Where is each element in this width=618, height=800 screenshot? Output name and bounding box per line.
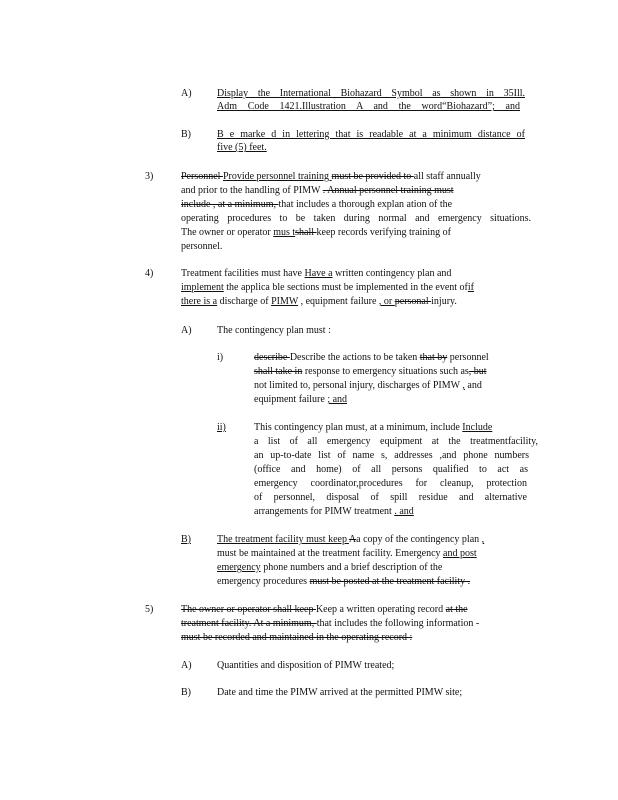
item-4ai-struck: describe	[254, 352, 290, 363]
item-3-inserted: Provide personnel training	[222, 171, 332, 182]
item-4b-line-4	[217, 576, 470, 588]
item-5-struck: at the	[445, 604, 468, 615]
item-4ai-struck: , but	[468, 366, 487, 377]
item-4-inserted: there is a	[181, 296, 218, 307]
item-4ai-struck: that by	[419, 352, 448, 363]
item-4ai-line-2	[254, 366, 487, 378]
item-4aii-line-1	[254, 422, 492, 434]
item-4ai-label: i)	[217, 352, 224, 363]
item-4aii-line-5: emergency coordinator,procedures for cleanup, protection	[254, 478, 527, 489]
item-3-text: The owner or operator	[181, 227, 274, 238]
item-4aii-text: This contingency plan must, at a minimum, include	[254, 422, 463, 433]
item-4ai-struck: shall take in	[254, 366, 303, 377]
item-4-text: the applica ble sections must be implemented in the event of	[223, 282, 468, 293]
item-4ai-text: personnel	[447, 352, 489, 363]
item-4aii-line-4: (office and home) of all persons qualified to act as	[254, 464, 528, 475]
section-a-line-1: Display the International Biohazard Symbol as shown in 35Ill.	[217, 88, 525, 99]
item-4-struck: personal	[394, 296, 432, 307]
item-5-label: 5)	[145, 604, 154, 615]
item-4aii-line-7	[254, 506, 414, 518]
item-3-line-2	[181, 185, 454, 197]
item-4ai-text: equipment failure	[254, 394, 328, 405]
item-3-line-6: personnel.	[181, 241, 223, 252]
item-4b-struck: must be posted at the treatment facility .	[309, 576, 471, 587]
item-4a-label: A)	[181, 325, 192, 336]
item-4b-text: emergency procedures	[217, 576, 310, 587]
item-4aii-inserted: Include	[462, 422, 493, 433]
item-4-text: Treatment facilities must have	[181, 268, 305, 279]
item-3-text: all staff annually	[413, 171, 481, 182]
item-4ai-line-3	[254, 380, 482, 392]
item-4-text: injury.	[431, 296, 457, 307]
section-b-label: B)	[181, 129, 191, 140]
item-3-struck: shall	[295, 227, 317, 238]
item-4-line-3	[181, 296, 457, 308]
item-4b-inserted: emergency	[217, 562, 261, 573]
item-3-inserted: mus t	[273, 227, 296, 238]
item-5-text: that includes the following information	[316, 618, 474, 629]
item-4b-label: B)	[181, 534, 191, 545]
item-4-text: written contingency plan and	[332, 268, 452, 279]
item-4b-text: phone numbers and a brief description of the	[260, 562, 443, 573]
item-5-text: Keep a written operating record	[315, 604, 446, 615]
item-4ai-inserted: ; and	[327, 394, 348, 405]
item-4b-inserted: and post	[443, 548, 477, 559]
item-4-inserted: implement	[181, 282, 224, 293]
item-5-line-2	[181, 618, 479, 630]
item-4b-struck: A	[348, 534, 357, 545]
item-4b-inserted: ,	[481, 534, 485, 545]
item-4aii-line-6: of personnel, disposal of spill residue and alternative	[254, 492, 527, 503]
item-4ai-line-1	[254, 352, 489, 364]
section-b-line-1: B e marke d in lettering that is readable at a minimum distance of	[217, 129, 525, 140]
item-5b-text: Date and time the PIMW arrived at the permitted PIMW site;	[217, 687, 463, 698]
section-b-line-2: five (5) feet.	[217, 142, 267, 153]
item-4-label: 4)	[145, 268, 154, 279]
item-3-line-5	[181, 227, 451, 239]
item-4b-line-3	[217, 562, 442, 574]
item-4aii-line-2: a list of all emergency equipment at the treatmentfacility,	[254, 436, 538, 447]
item-5a-text: Quantities and disposition of PIMW treated;	[217, 660, 395, 671]
section-a-label: A)	[181, 88, 192, 99]
item-4-text: , equipment failure	[298, 296, 379, 307]
item-4aii-inserted: . and	[394, 506, 414, 517]
item-4b-line-2	[217, 548, 477, 560]
item-4ai-text: and	[464, 380, 482, 391]
item-3-label: 3)	[145, 171, 154, 182]
item-4a-text: The contingency plan must :	[217, 325, 331, 336]
item-3-line-3	[181, 199, 452, 211]
item-3-line-4: operating procedures to be taken during normal and emergency situations.	[181, 213, 531, 224]
item-4-inserted: PIMW	[271, 296, 299, 307]
item-4aii-text: arrangements for PIMW treatment	[254, 506, 395, 517]
item-3-struck: Personnel	[181, 171, 223, 182]
item-5a-label: A)	[181, 660, 192, 671]
item-4b-text: a copy of the contingency plan	[356, 534, 482, 545]
item-5b-label: B)	[181, 687, 191, 698]
item-4-line-1	[181, 268, 451, 280]
item-3-struck: must be provided to	[331, 171, 414, 182]
item-4-inserted: Have a	[304, 268, 333, 279]
item-3-line-1	[181, 171, 531, 183]
item-4aii-line-3: an up-to-date list of name s, addresses ,and phone numbers	[254, 450, 529, 461]
item-5-text: -	[473, 618, 480, 629]
section-a-line-2: Adm Code 1421.Illustration A and the word“Biohazard”; and	[217, 101, 520, 112]
item-4-inserted: , or	[378, 296, 395, 307]
item-4b-inserted: The treatment facility must keep	[217, 534, 349, 545]
item-3-struck: . Annual personnel training must	[322, 185, 454, 196]
item-4ai-text: response to emergency situations such as	[302, 366, 469, 377]
item-4ai-inserted: ,	[462, 380, 465, 391]
item-5-line-3: must be recorded and maintained in the operating record :	[181, 632, 413, 643]
item-3-text: keep records verifying training of	[316, 227, 451, 238]
item-4ai-line-4	[254, 394, 347, 406]
item-3-struck: include , at a minimum,	[181, 199, 279, 210]
item-4ai-text: Describe the actions to be taken	[289, 352, 420, 363]
item-3-text: that includes a thorough explan ation of the	[278, 199, 453, 210]
item-4b-line-1	[217, 534, 484, 546]
item-4-text: discharge of	[217, 296, 272, 307]
item-4b-text: must be maintained at the treatment facility. Emergency	[217, 548, 444, 559]
item-4-inserted: if	[467, 282, 474, 293]
item-4-line-2	[181, 282, 474, 294]
item-4aii-label: ii)	[217, 422, 226, 433]
item-5-struck: The owner or operator shall keep	[181, 604, 316, 615]
item-3-text: and prior to the handling of PIMW	[181, 185, 323, 196]
item-5-struck: treatment facility. At a minimum,	[181, 618, 317, 629]
item-4ai-text: not limited to, personal injury, discharges of PIMW	[254, 380, 463, 391]
item-5-line-1	[181, 604, 468, 616]
